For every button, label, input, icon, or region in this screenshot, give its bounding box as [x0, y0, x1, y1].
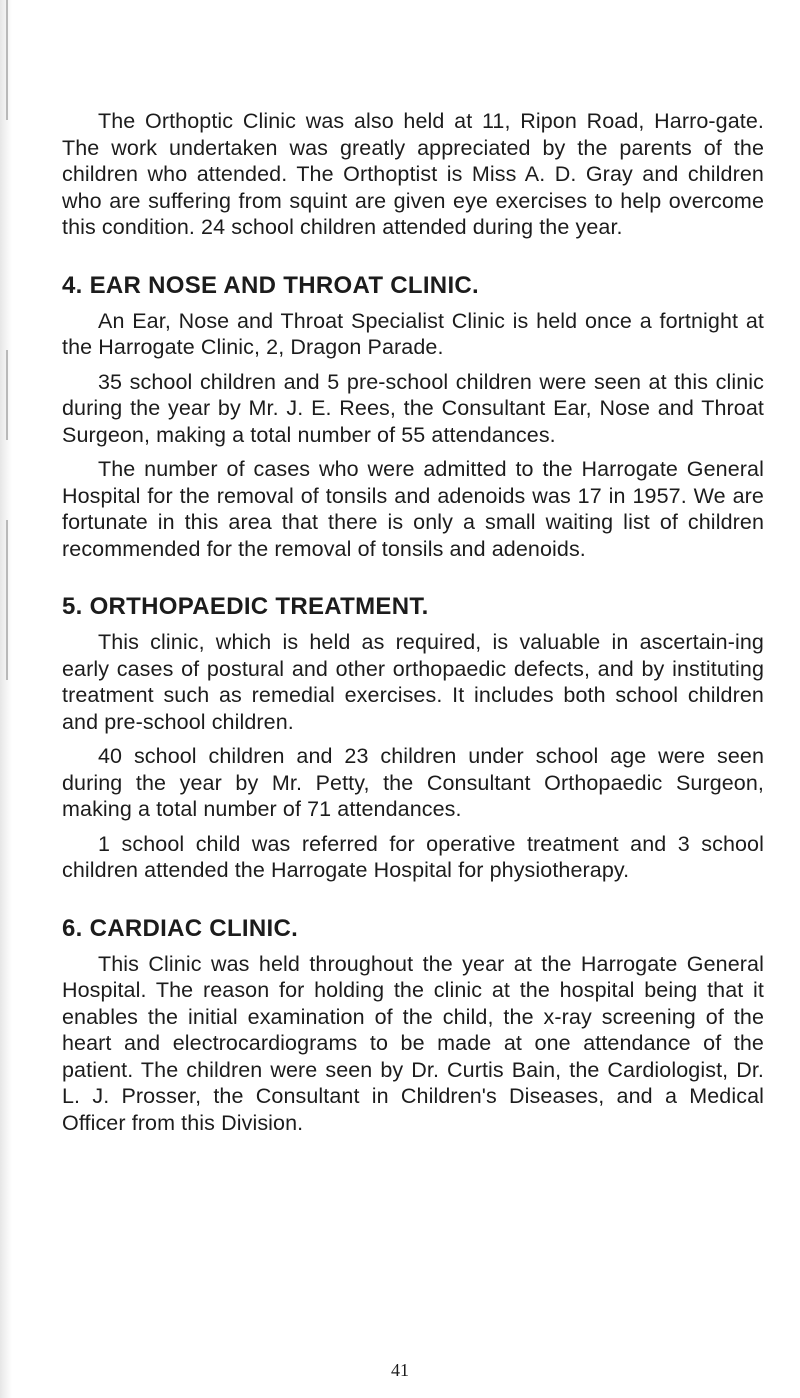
section-ent-clinic: [62, 271, 764, 563]
margin-mark: [6, 350, 8, 440]
section-cardiac-clinic: [62, 914, 764, 1137]
page-edge-shadow: [0, 0, 12, 1398]
section-gap: [62, 884, 764, 914]
section-gap: [62, 562, 764, 592]
section-heading: 5. ORTHOPAEDIC TREATMENT.: [62, 593, 429, 620]
paragraph: The number of cases who were admitted to the Harrogate General Hospital for the removal of tonsils and adenoids was 17 in 1957. We are fortunate in this area that there is only a small waiting list of children recommended for the removal of tonsils and adenoids.: [62, 457, 764, 561]
margin-mark: [6, 0, 8, 120]
section-gap: [62, 241, 764, 271]
paragraph: 35 school children and 5 pre-school children were seen at this clinic during the year by Mr. J. E. Rees, the Consultant Ear, Nose and Throat Surgeon, making a total number of 55 attendances.: [62, 369, 764, 447]
page-number: 41: [391, 1360, 409, 1380]
paragraph: An Ear, Nose and Throat Specialist Clinic is held once a fortnight at the Harrogate Clinic, 2, Dragon Parade.: [62, 308, 764, 359]
paragraph: 40 school children and 23 children under school age were seen during the year by Mr. Petty, the Consultant Orthopaedic Surgeon, making a total number of 71 attendances.: [62, 744, 764, 821]
intro-paragraph: The Orthoptic Clinic was also held at 11, Ripon Road, Harro-gate. The work undertaken was greatly appreciated by the parents of the children who attended. The Orthoptist is Miss A. D. Gray and children who are suffering from squint are given eye exercises to help overcome this condition. 24 school children attended during the year.: [62, 109, 764, 239]
section-orthopaedic-treatment: [62, 592, 764, 884]
paragraph: This clinic, which is held as required, is valuable in ascertain-ing early cases of postural and other orthopaedic defects, and by instituting treatment such as remedial exercises. It includes both school children and pre-school children.: [62, 630, 764, 734]
margin-mark: [6, 520, 8, 680]
document-page: [62, 108, 764, 1136]
section-heading: 6. CARDIAC CLINIC.: [62, 914, 299, 942]
paragraph: This Clinic was held throughout the year at the Harrogate General Hospital. The reason for holding the clinic at the hospital being that it enables the initial examination of the child, the x-ray screening of the heart and electrocardiograms to be made at one attendance of the patient. The children were seen by Dr. Curtis Bain, the Cardiologist, Dr. L. J. Prosser, the Consultant in Children's Diseases, and a Medical Officer from this Division.: [62, 951, 764, 1135]
paragraph: 1 school child was referred for operative treatment and 3 school children attended the Harrogate Hospital for physiotherapy.: [62, 831, 764, 882]
section-heading: 4. EAR NOSE AND THROAT CLINIC.: [62, 271, 480, 299]
